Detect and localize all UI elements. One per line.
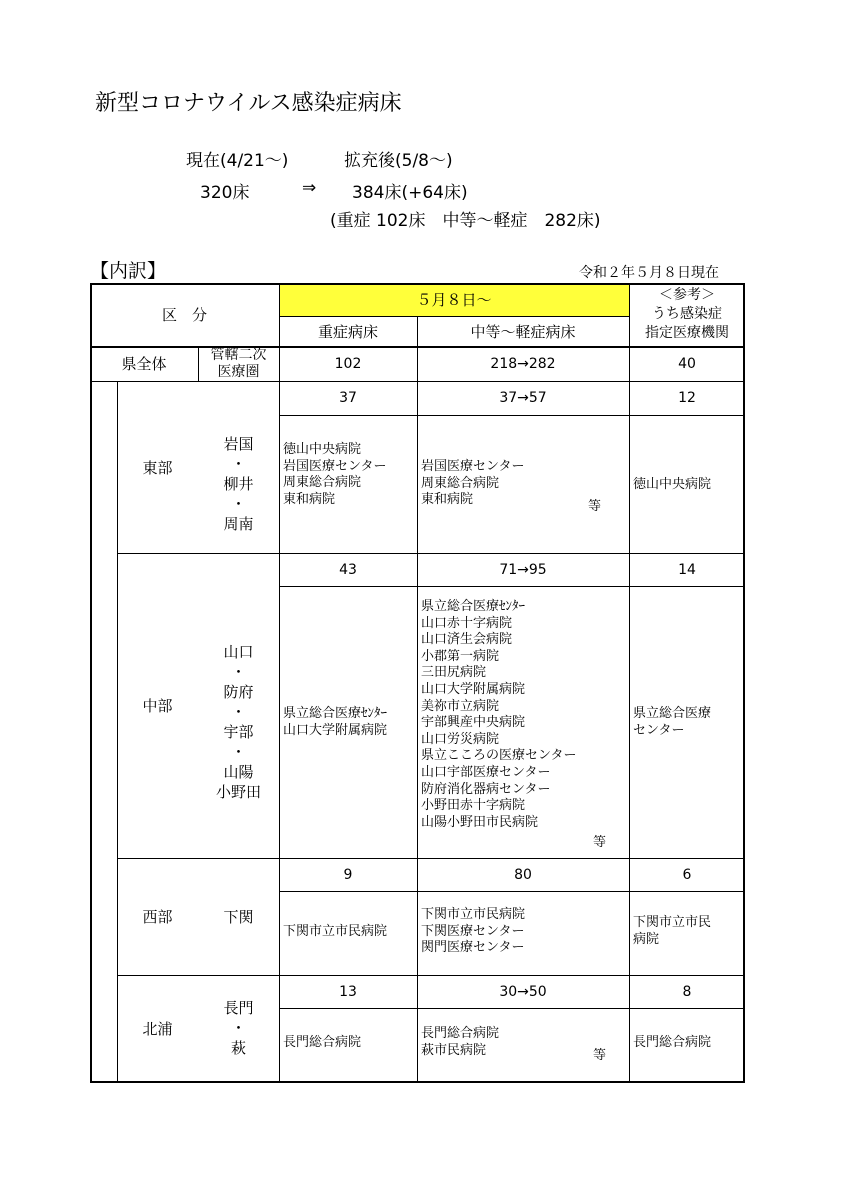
beds-table <box>90 283 745 1083</box>
moderate-hospital-list: 長門総合病院 萩市民病院 <box>421 1026 500 1058</box>
severe-count: 13 <box>339 983 357 1000</box>
severe-count: 43 <box>339 561 357 578</box>
reference-hospital-list: 長門総合病院 <box>633 1035 712 1050</box>
region-areas: 山口 ・ 防府 ・ 宇部 ・ 山陽 小野田 <box>215 643 261 801</box>
section-title: 【内訳】 <box>90 260 167 282</box>
bed-breakdown: (重症 102床 中等～軽症 282床) <box>330 211 601 231</box>
moderate-count: 30→50 <box>499 983 547 1000</box>
moderate-hospital-list: 県立総合医療ｾﾝﾀｰ 山口赤十字病院 山口済生会病院 小郡第一病院 三田尻病院 山口大学附属病院 美祢市立病院 宇部興産中央病院 山口労災病院 県立こころの医療センター 山口宇部医療センター 防府消化器病センター 小野田赤十字病院 山陽小野田市民病院 <box>421 599 577 830</box>
etc-mark: 等 <box>593 1048 607 1063</box>
as-of-date: 令和２年５月８日現在 <box>579 265 719 281</box>
reference-hospital-list: 県立総合医療 センター <box>633 706 712 738</box>
reference-header: ＜参考＞ うち感染症 指定医療機関 <box>645 287 729 341</box>
region-name: 中部 <box>142 697 173 715</box>
area-column-header: 管轄二次 医療圏 <box>210 346 267 380</box>
reference-count: 6 <box>682 866 692 883</box>
region-areas: 下関 <box>223 908 254 926</box>
reference-count: 8 <box>682 983 692 1000</box>
moderate-hospital-list: 岩国医療センター 周東総合病院 東和病院 <box>421 459 525 508</box>
severe-count: 37 <box>339 390 357 406</box>
after-beds: 384床(+64床) <box>352 183 468 203</box>
reference-hospital-list: 徳山中央病院 <box>633 477 712 492</box>
prefecture-reference: 40 <box>678 355 696 372</box>
moderate-header: 中等～軽症病床 <box>470 322 576 341</box>
current-beds: 320床 <box>200 183 250 203</box>
reference-hospital-list: 下関市立市民 病院 <box>633 915 712 947</box>
arrow-icon: ⇒ <box>302 178 317 198</box>
prefecture-moderate: 218→282 <box>490 355 556 372</box>
moderate-count: 80 <box>514 866 532 883</box>
moderate-count: 71→95 <box>499 561 547 578</box>
prefecture-severe: 102 <box>334 355 362 372</box>
region-name: 西部 <box>142 908 173 926</box>
prefecture-label: 県全体 <box>121 355 167 373</box>
current-label: 現在(4/21～) <box>186 151 289 171</box>
region-name: 東部 <box>142 458 173 477</box>
etc-mark: 等 <box>588 499 602 514</box>
severe-hospital-list: 県立総合医療ｾﾝﾀｰ 山口大学附属病院 <box>283 706 388 738</box>
region-areas: 長門 ・ 萩 <box>223 999 254 1057</box>
reference-count: 12 <box>678 390 696 406</box>
category-header: 区 分 <box>161 306 207 324</box>
severe-hospital-list: 徳山中央病院 岩国医療センター 周東総合病院 東和病院 <box>283 442 387 507</box>
period-header: ５月８日～ <box>416 291 492 309</box>
region-areas: 岩国 ・ 柳井 ・ 周南 <box>223 435 254 533</box>
reference-count: 14 <box>678 561 696 578</box>
severe-header: 重症病床 <box>317 322 378 341</box>
moderate-count: 37→57 <box>499 390 547 406</box>
page-title: 新型コロナウイルス感染症病床 <box>95 91 402 116</box>
severe-hospital-list: 長門総合病院 <box>283 1035 362 1050</box>
severe-count: 9 <box>343 866 353 883</box>
moderate-hospital-list: 下関市立市民病院 下関医療センター 関門医療センター <box>421 907 526 956</box>
etc-mark: 等 <box>593 835 607 850</box>
severe-hospital-list: 下関市立市民病院 <box>283 924 388 939</box>
region-name: 北浦 <box>142 1019 173 1038</box>
after-label: 拡充後(5/8～) <box>344 151 453 171</box>
